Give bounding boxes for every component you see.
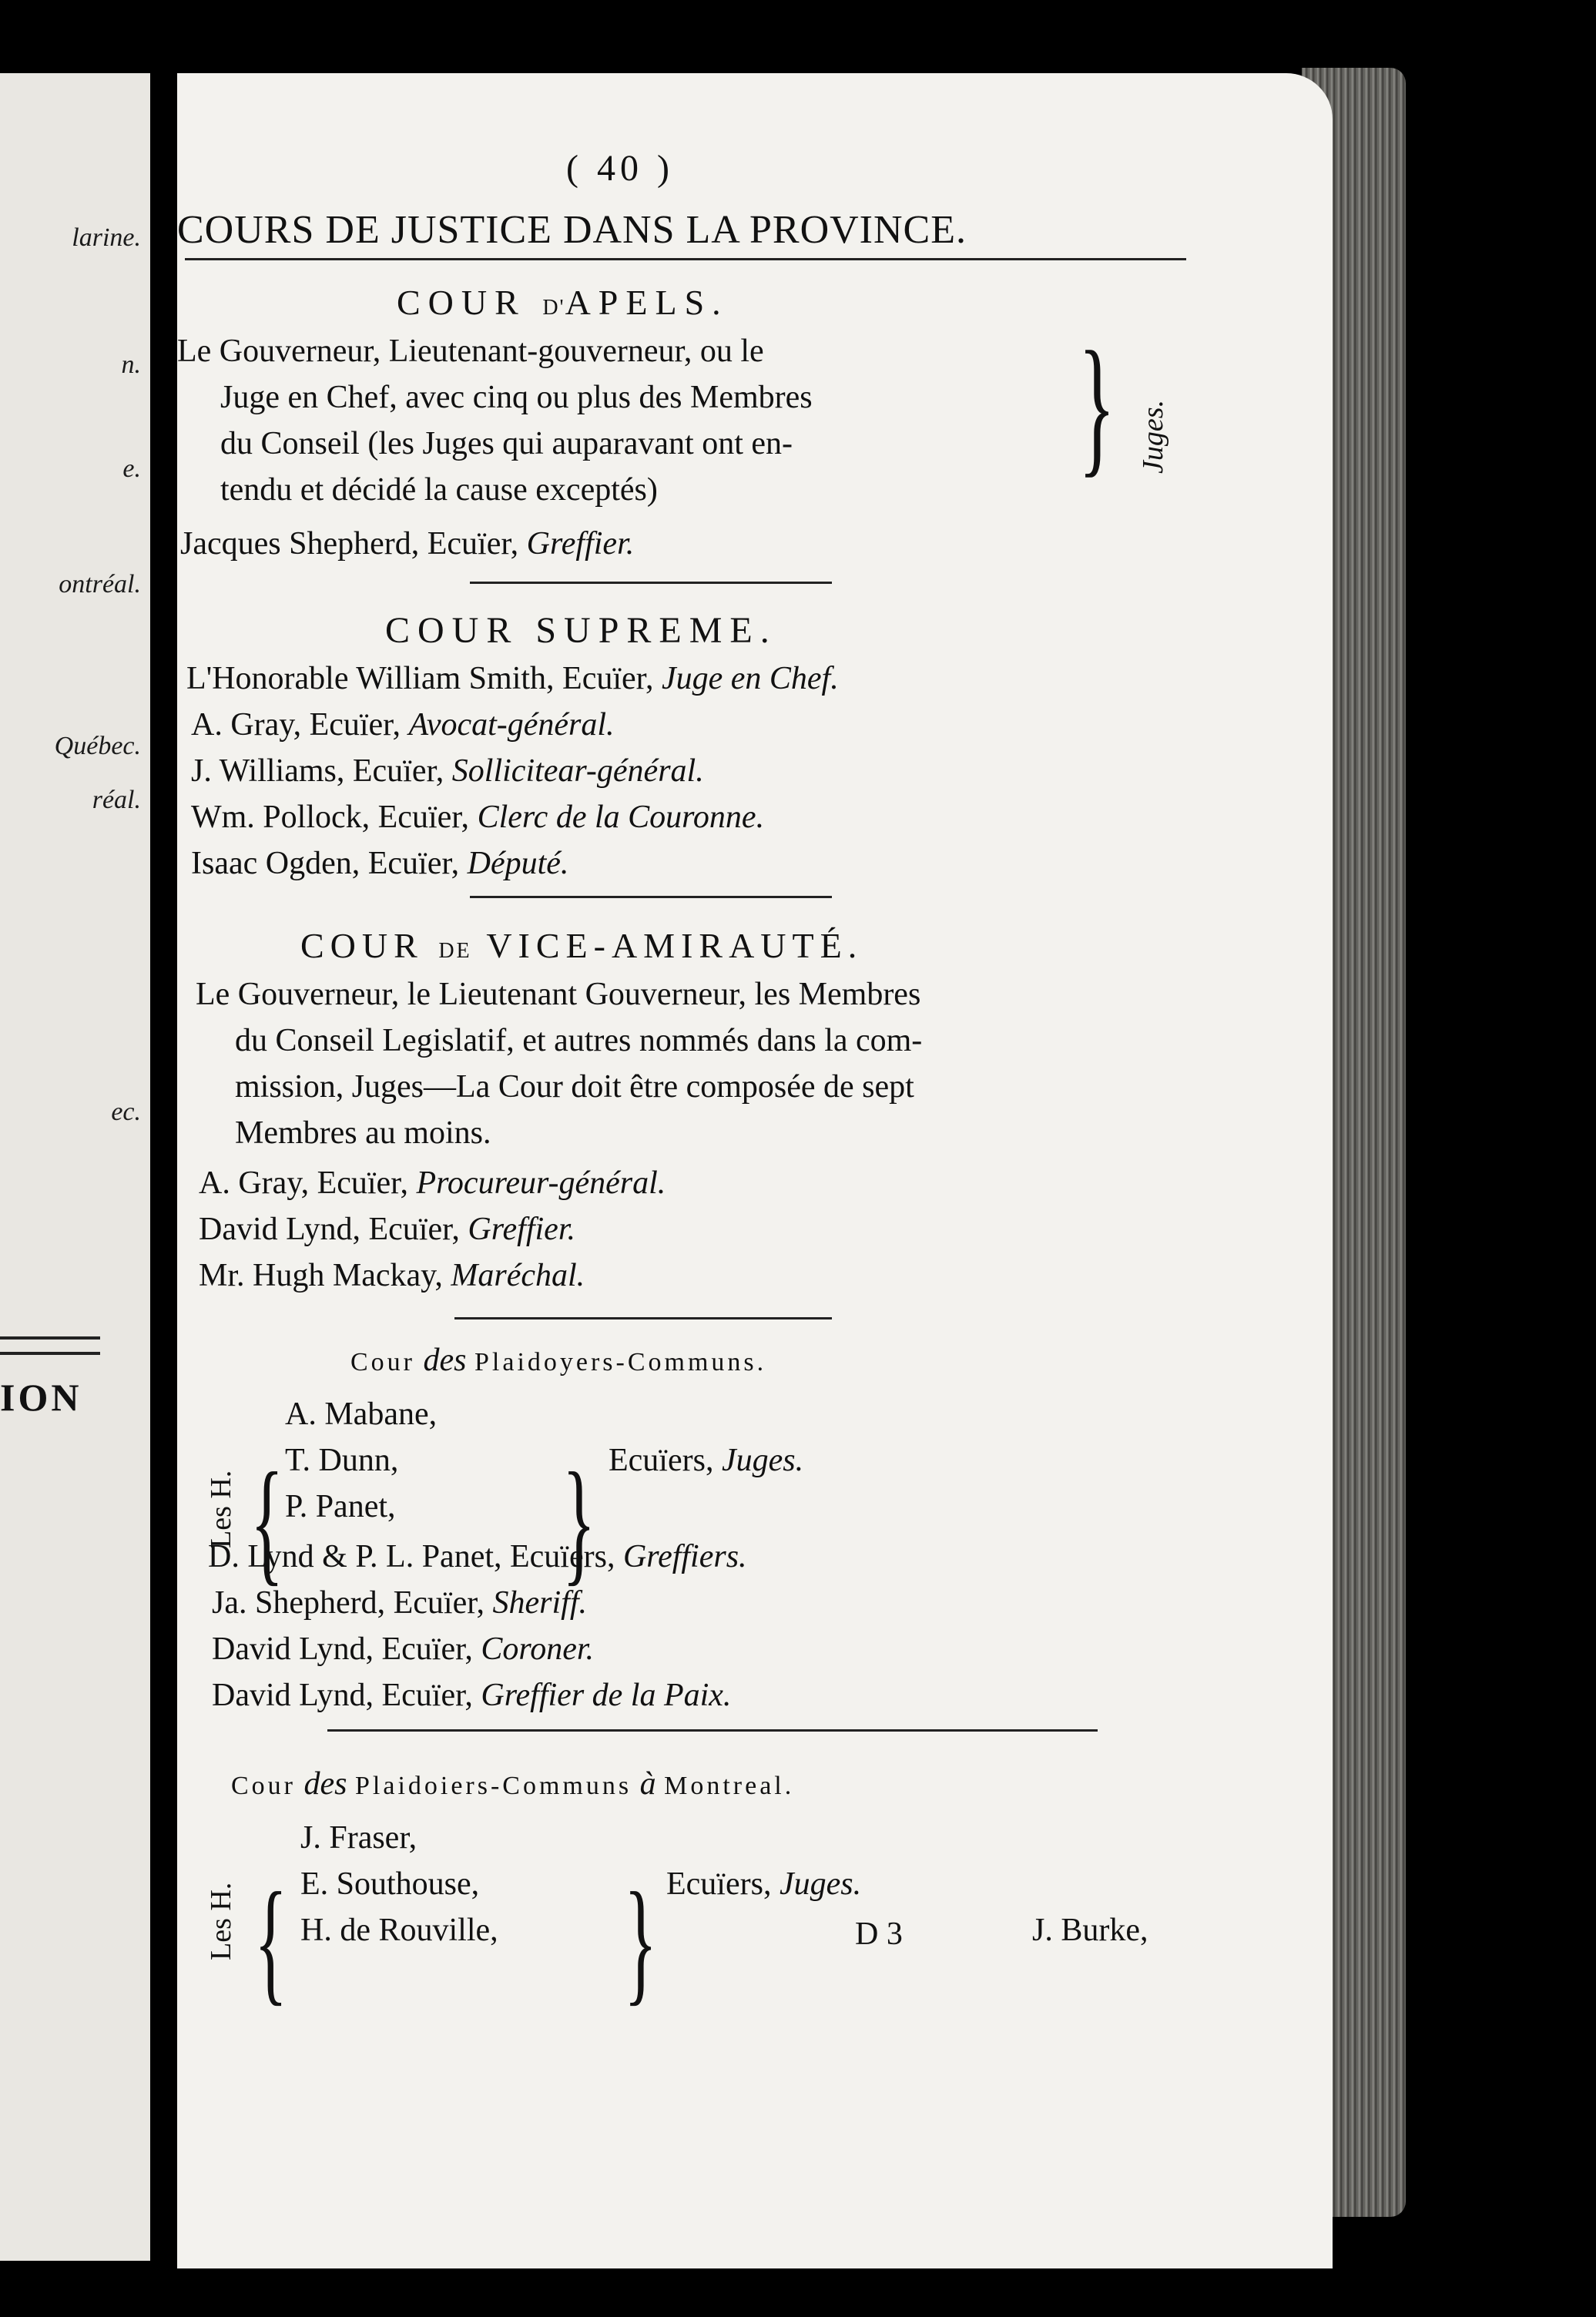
brace: }	[562, 1444, 596, 1598]
apels-line: Juge en Chef, avec cinq ou plus des Membres	[220, 380, 813, 415]
person-title: Procureur-général.	[416, 1165, 666, 1201]
vice-line: Membres au moins.	[235, 1115, 491, 1151]
brace: {	[254, 1864, 288, 2017]
supreme-row	[191, 709, 615, 741]
left-rule	[0, 1352, 100, 1355]
plaidoyers-row	[208, 1541, 747, 1573]
cour-montreal-heading	[231, 1768, 794, 1800]
person-title: Coroner.	[481, 1631, 595, 1667]
person-name: Mr. Hugh Mackay,	[199, 1258, 443, 1293]
apels-side-label: Juges.	[1137, 399, 1169, 474]
person-name: David Lynd, Ecuïer,	[212, 1678, 473, 1713]
plaidoyers-row	[212, 1633, 594, 1665]
heading-part-italic: des	[423, 1343, 467, 1378]
role-text: Ecuïers,	[609, 1443, 714, 1478]
judge-name: P. Panet,	[285, 1489, 396, 1524]
role-title: Juges.	[779, 1866, 862, 1902]
title-rule	[185, 258, 1186, 260]
person-name: Jacques Shepherd, Ecuïer,	[180, 526, 519, 562]
plaidoyers-row	[212, 1587, 587, 1619]
left-rule	[0, 1336, 100, 1340]
brace: }	[1078, 320, 1115, 491]
apels-line: Le Gouverneur, Lieutenant-gouverneur, ou le	[177, 334, 764, 369]
signature-mark: D 3	[855, 1916, 903, 1952]
person-name: D. Lynd & P. L. Panet, Ecuïers,	[208, 1539, 615, 1574]
left-fragment: larine.	[72, 223, 141, 252]
cour-supreme-heading: COUR SUPREME.	[385, 610, 777, 651]
supreme-row	[191, 755, 704, 787]
section-rule	[327, 1729, 1098, 1732]
judges-role	[666, 1868, 861, 1900]
left-heading-fragment: ION	[0, 1376, 82, 1419]
heading-part: Plaidoiers-Communs	[355, 1772, 632, 1800]
person-name: A. Gray, Ecuïer,	[199, 1165, 408, 1201]
heading-part: COUR	[300, 926, 424, 965]
cour-plaidoyers-heading	[350, 1344, 766, 1376]
supreme-row	[191, 801, 764, 833]
brace: {	[250, 1444, 284, 1598]
person-name: Isaac Ogden, Ecuïer,	[191, 846, 460, 881]
person-title: Député.	[467, 846, 569, 881]
heading-part: Cour	[350, 1348, 415, 1376]
left-fragment: Québec.	[54, 732, 141, 760]
vice-row	[199, 1167, 666, 1199]
person-name: J. Williams, Ecuïer,	[191, 753, 444, 789]
heading-part: Montreal.	[664, 1772, 795, 1800]
judge-name: T. Dunn,	[285, 1443, 399, 1478]
plaidoyers-row	[212, 1679, 731, 1712]
person-name: Wm. Pollock, Ecuïer,	[191, 800, 470, 835]
vice-row	[199, 1259, 585, 1292]
person-title: Avocat-général.	[408, 707, 615, 743]
person-name: Ja. Shepherd, Ecuïer,	[212, 1585, 485, 1621]
person-title: Sollicitear-général.	[451, 753, 704, 789]
page-number: ( 40 )	[566, 148, 674, 189]
heading-part: COUR	[397, 283, 526, 322]
book-page	[177, 73, 1333, 2268]
person-name: David Lynd, Ecuïer,	[199, 1212, 460, 1247]
heading-part-italic: des	[303, 1766, 347, 1802]
heading-part: Cour	[231, 1772, 296, 1800]
heading-part: VICE-AMIRAUTÉ.	[486, 926, 863, 965]
apels-line: tendu et décidé la cause exceptés)	[220, 472, 658, 508]
judge-name: H. de Rouville,	[300, 1913, 498, 1948]
heading-part-small: D'	[542, 296, 565, 320]
person-title: Maréchal.	[451, 1258, 585, 1293]
vice-line: Le Gouverneur, le Lieutenant Gouverneur, les Membres	[196, 977, 921, 1012]
left-facing-page	[0, 73, 150, 2261]
catchword: J. Burke,	[1032, 1913, 1148, 1948]
supreme-row	[186, 662, 839, 695]
person-title: Clerc de la Couronne.	[477, 800, 765, 835]
left-fragment: ec.	[111, 1098, 141, 1126]
apels-greffier	[180, 528, 634, 560]
section-rule	[470, 582, 832, 584]
left-fragment: ontréal.	[59, 570, 141, 599]
cour-apels-heading	[397, 285, 729, 320]
section-rule	[470, 896, 832, 898]
book-gutter	[150, 46, 179, 2317]
apels-line: du Conseil (les Juges qui auparavant ont en-	[220, 426, 793, 461]
montreal-side-label: Les H.	[205, 1882, 237, 1960]
person-title: Greffier.	[526, 526, 635, 562]
person-title: Greffier de la Paix.	[481, 1678, 732, 1713]
judge-name: E. Southouse,	[300, 1866, 480, 1902]
left-fragment: n.	[121, 350, 141, 379]
person-name: A. Gray, Ecuïer,	[191, 707, 401, 743]
heading-part: APELS.	[565, 283, 729, 322]
heading-part-small: DE	[438, 939, 472, 963]
role-title: Juges.	[721, 1443, 804, 1478]
person-title: Juge en Chef.	[661, 661, 839, 696]
section-rule	[454, 1317, 832, 1319]
person-title: Sheriff.	[492, 1585, 588, 1621]
brace: }	[624, 1864, 658, 2017]
page-title: COURS DE JUSTICE DANS LA PROVINCE.	[177, 208, 967, 252]
cour-vice-heading	[300, 928, 863, 964]
plaidoyers-side-label: Les H.	[205, 1470, 237, 1548]
person-title: Greffier.	[468, 1212, 576, 1247]
person-title: Greffiers.	[622, 1539, 747, 1574]
role-text: Ecuïers,	[666, 1866, 772, 1902]
vice-line: du Conseil Legislatif, et autres nommés dans la com-	[235, 1023, 923, 1058]
vice-row	[199, 1213, 575, 1246]
left-fragment: e.	[122, 454, 141, 483]
judge-name: J. Fraser,	[300, 1820, 417, 1856]
judges-role	[609, 1444, 803, 1477]
left-fragment: réal.	[92, 786, 141, 814]
judge-name: A. Mabane,	[285, 1397, 438, 1432]
person-name: David Lynd, Ecuïer,	[212, 1631, 473, 1667]
vice-line: mission, Juges—La Cour doit être composée de sept	[235, 1069, 914, 1105]
heading-part: Plaidoyers-Communs.	[474, 1348, 767, 1376]
person-name: L'Honorable William Smith, Ecuïer,	[186, 661, 654, 696]
heading-part-italic: à	[639, 1766, 656, 1802]
supreme-row	[191, 847, 568, 880]
